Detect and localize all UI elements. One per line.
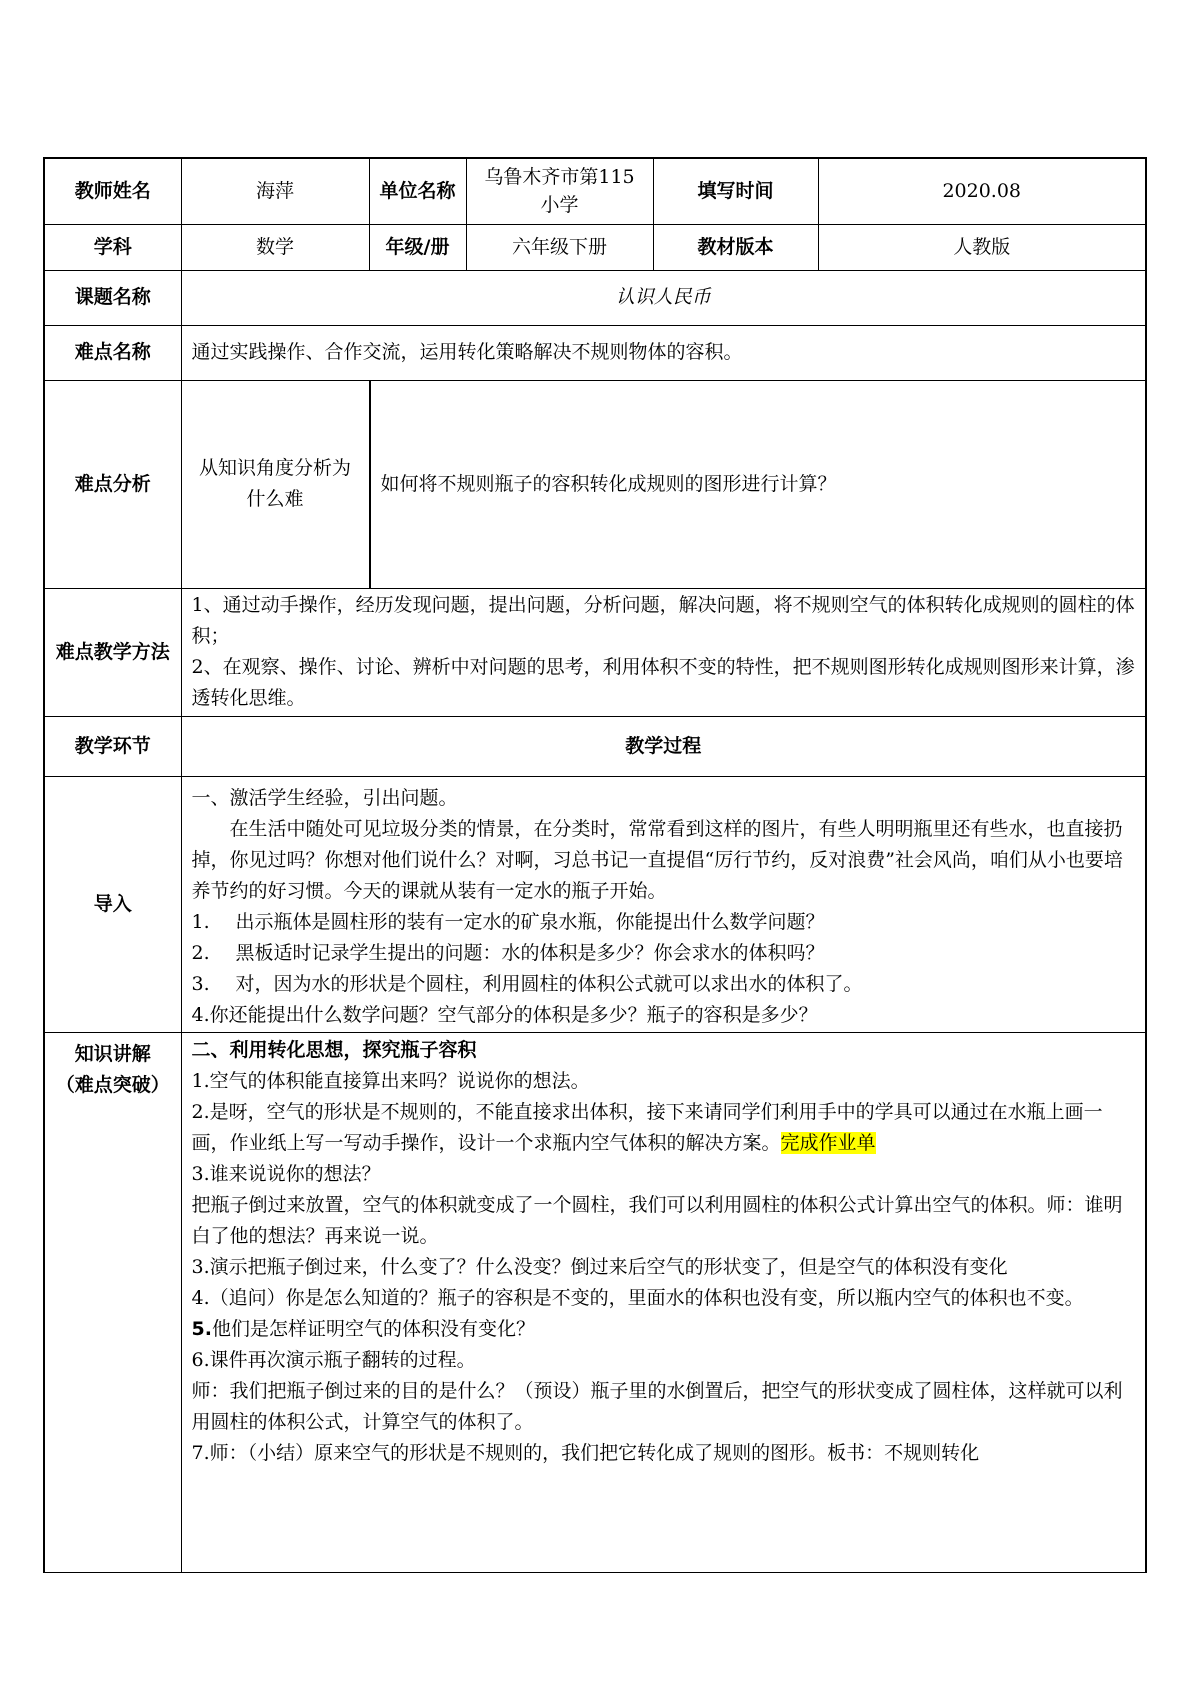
knowledge-label	[44, 1032, 181, 1572]
knowledge-label-line-1: 知识讲解	[74, 1042, 151, 1065]
intro-item-1	[192, 907, 1136, 938]
process-header-label: 教学环节	[44, 716, 181, 776]
difficulty-value: 通过实践操作、合作交流，运用转化策略解决不规则物体的容积。	[181, 325, 1146, 380]
knowledge-row	[44, 1032, 1146, 1572]
highlighted-task: 完成作业单	[780, 1131, 876, 1154]
unit-value: 乌鲁木齐市第115小学	[466, 158, 653, 224]
knowledge-line-7-num: 5.	[191, 1317, 212, 1340]
knowledge-line-7	[192, 1314, 1136, 1345]
process-header-value: 教学过程	[181, 716, 1146, 776]
teacher-value: 海萍	[181, 158, 369, 224]
intro-item-2-num: 2.	[191, 941, 210, 964]
intro-row	[44, 776, 1146, 1032]
lesson-plan-table	[43, 157, 1147, 1573]
method-content	[181, 588, 1146, 716]
analysis-row	[44, 380, 1146, 588]
knowledge-line-8: 6.课件再次演示瓶子翻转的过程。	[191, 1348, 476, 1371]
difficulty-row	[44, 325, 1146, 380]
analysis-value: 如何将不规则瓶子的容积转化成规则的图形进行计算？	[380, 472, 837, 495]
knowledge-line-7-text: 他们是怎样证明空气的体积没有变化？	[211, 1317, 535, 1340]
method-row	[44, 588, 1146, 716]
intro-item-3-text: 对，因为水的形状是个圆柱，利用圆柱的体积公式就可以求出水的体积了。	[235, 972, 863, 995]
date-label: 填写时间	[653, 158, 818, 224]
grade-label: 年级/册	[369, 224, 466, 270]
analysis-subtable	[182, 381, 1146, 588]
intro-item-1-num: 1.	[191, 910, 210, 933]
knowledge-line-1: 1.空气的体积能直接算出来吗？说说你的想法。	[191, 1069, 590, 1092]
topic-value: 认识人民币	[181, 270, 1146, 325]
knowledge-label-line-2: （难点突破）	[55, 1073, 170, 1096]
intro-heading: 一、激活学生经验，引出问题。	[191, 786, 458, 809]
knowledge-line-3: 3.谁来说说你的想法？	[191, 1162, 381, 1185]
intro-label: 导入	[44, 776, 181, 1032]
method-line-2: 2、在观察、操作、讨论、辨析中对问题的思考，利用体积不变的特性，把不规则图形转化成规则图形来计算，渗透转化思维。	[191, 656, 1135, 709]
knowledge-line-2-text: 2.是呀，空气的形状是不规则的，不能直接求出体积，接下来请同学们利用手中的学具可以通过在水瓶上画一画，作业纸上写一写动手操作，设计一个求瓶内空气体积的解决方案。	[191, 1100, 1103, 1154]
edition-value: 人教版	[818, 224, 1146, 270]
intro-item-3	[192, 969, 1136, 1000]
unit-label: 单位名称	[369, 158, 466, 224]
subject-label: 学科	[44, 224, 181, 270]
method-label: 难点教学方法	[44, 588, 181, 716]
knowledge-line-9: 师：我们把瓶子倒过来的目的是什么？（预设）瓶子里的水倒置后，把空气的形状变成了圆柱体，这样就可以利用圆柱的体积公式，计算空气的体积了。	[191, 1379, 1123, 1433]
intro-item-2	[192, 938, 1136, 969]
grade-value: 六年级下册	[466, 224, 653, 270]
header-row-2	[44, 224, 1146, 270]
knowledge-line-10: 7.师：（小结）原来空气的形状是不规则的，我们把它转化成了规则的图形。板书：不规则转化	[191, 1441, 980, 1464]
intro-paragraph: 在生活中随处可见垃圾分类的情景，在分类时，常常看到这样的图片，有些人明明瓶里还有些水，也直接扔掉，你见过吗？你想对他们说什么？对啊，习总书记一直提倡“厉行节约，反对浪费”社会风尚，咱们从小也要培养节约的好习惯。今天的课就从装有一定水的瓶子开始。	[191, 817, 1123, 902]
date-value: 2020.08	[818, 158, 1146, 224]
knowledge-line-5: 3.演示把瓶子倒过来，什么变了？什么没变？倒过来后空气的形状变了，但是空气的体积没有变化	[191, 1255, 1008, 1278]
knowledge-content	[181, 1032, 1146, 1572]
analysis-sub-label: 从知识角度分析为什么难	[182, 381, 370, 588]
knowledge-line-6: 4.（追问）你是怎么知道的？瓶子的容积是不变的，里面水的体积也没有变，所以瓶内空气的体积也不变。	[191, 1286, 1084, 1309]
knowledge-line-4: 把瓶子倒过来放置，空气的体积就变成了一个圆柱，我们可以利用圆柱的体积公式计算出空气的体积。师：谁明白了他的想法？再来说一说。	[191, 1193, 1123, 1247]
topic-row	[44, 270, 1146, 325]
method-line-1: 1、通过动手操作，经历发现问题，提出问题，分析问题，解决问题，将不规则空气的体积转化成规则的圆柱的体积；	[191, 594, 1135, 647]
intro-item-1-text: 出示瓶体是圆柱形的装有一定水的矿泉水瓶，你能提出什么数学问题？	[235, 910, 825, 933]
intro-item-3-num: 3.	[191, 972, 210, 995]
topic-label: 课题名称	[44, 270, 181, 325]
header-row-1	[44, 158, 1146, 224]
intro-last: 4.你还能提出什么数学问题？空气部分的体积是多少？瓶子的容积是多少？	[191, 1003, 818, 1026]
edition-label: 教材版本	[653, 224, 818, 270]
analysis-label: 难点分析	[44, 380, 181, 588]
intro-content	[181, 776, 1146, 1032]
intro-item-2-text: 黑板适时记录学生提出的问题：水的体积是多少？你会求水的体积吗？	[235, 941, 825, 964]
knowledge-line-2	[192, 1097, 1136, 1159]
knowledge-heading: 二、利用转化思想，探究瓶子容积	[191, 1038, 477, 1061]
subject-value: 数学	[181, 224, 369, 270]
teacher-label: 教师姓名	[44, 158, 181, 224]
difficulty-label: 难点名称	[44, 325, 181, 380]
process-header-row	[44, 716, 1146, 776]
